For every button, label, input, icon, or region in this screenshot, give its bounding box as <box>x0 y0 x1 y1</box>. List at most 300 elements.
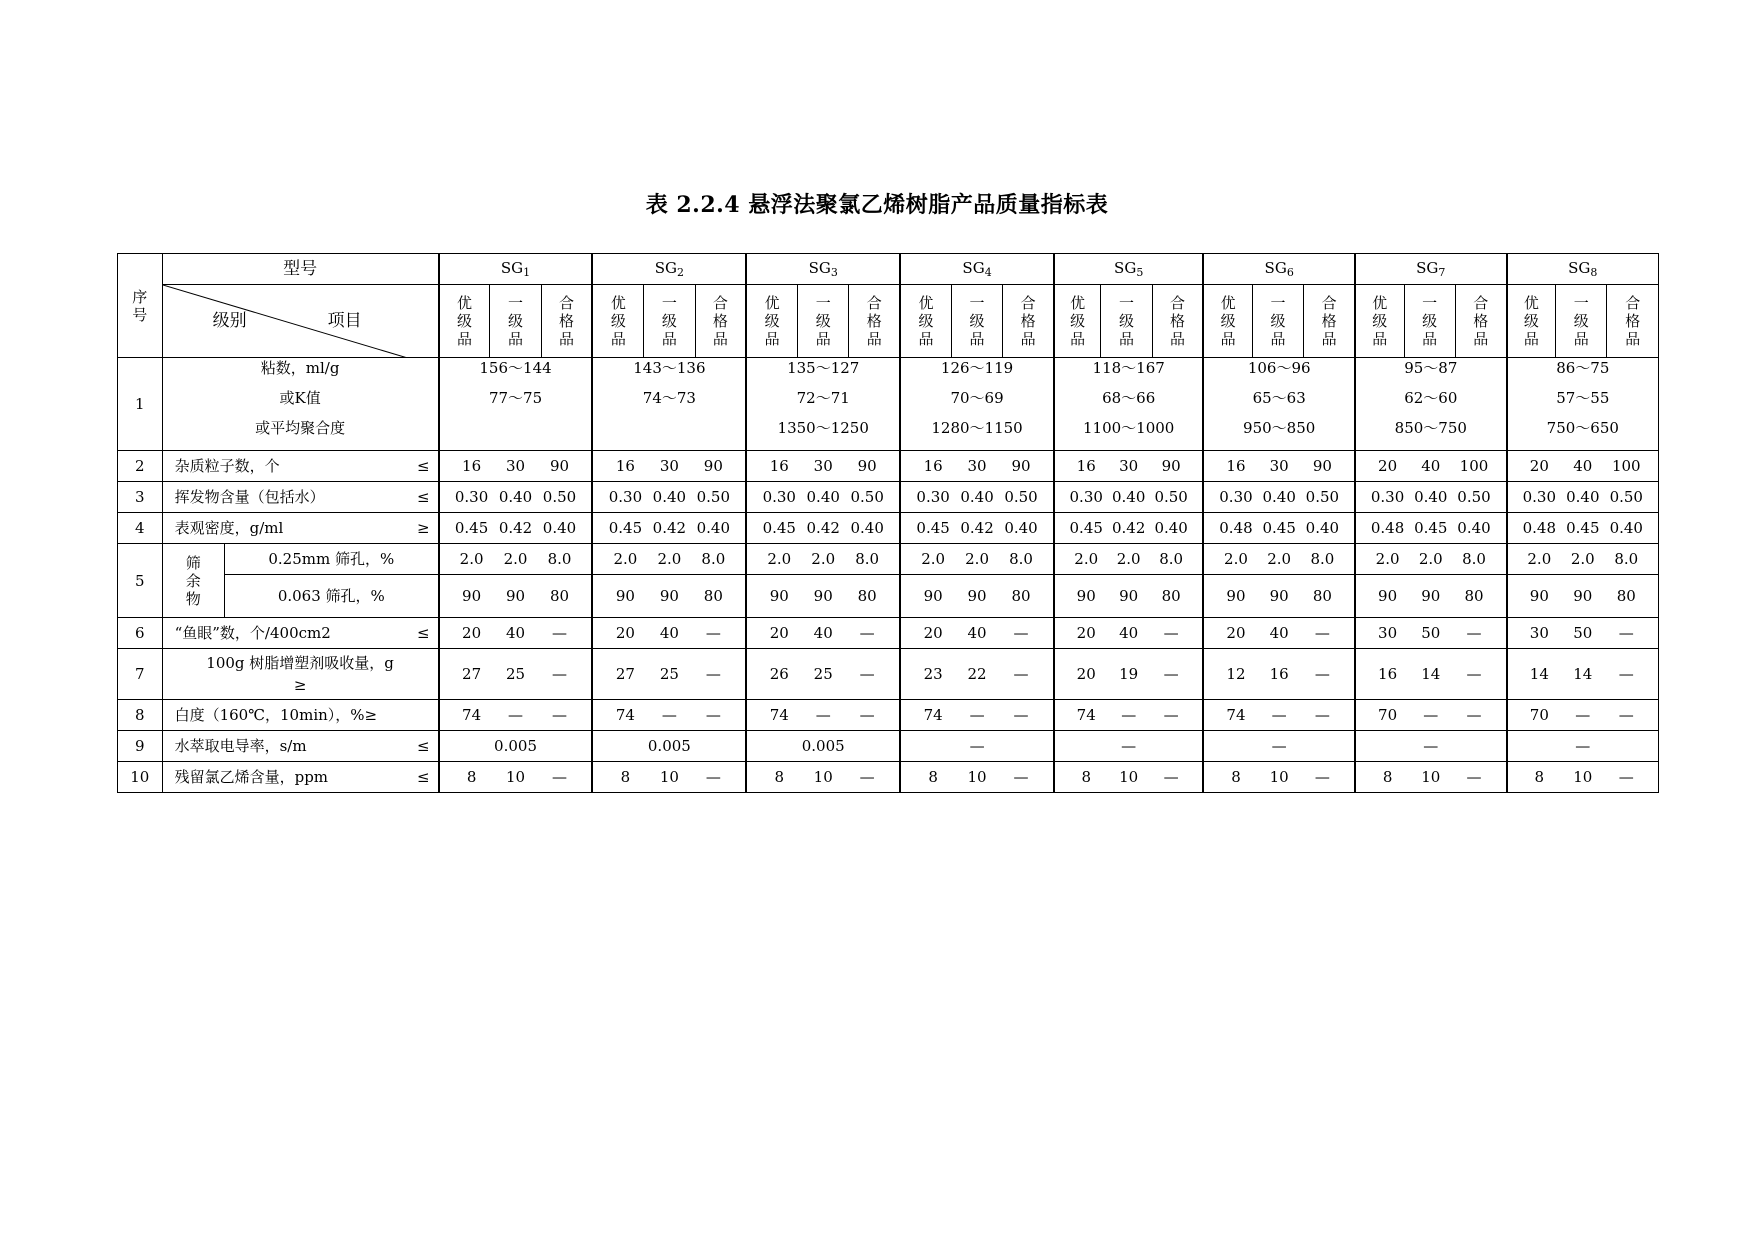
value-cell-1 <box>439 762 593 793</box>
grade-value: 8.0 <box>1310 550 1335 568</box>
value-cell-3 <box>746 618 900 649</box>
visc-value: 65～63 <box>1252 389 1306 407</box>
grade-value: 30 <box>1378 624 1398 642</box>
grade-value: — <box>705 665 721 683</box>
value-cell-1 <box>439 700 593 731</box>
row-7 <box>118 649 1659 700</box>
grade-value: 90 <box>703 457 723 475</box>
row-label <box>162 618 439 649</box>
grade-value: 80 <box>1312 587 1332 605</box>
grade-value: 8 <box>620 768 631 786</box>
visc-value: 850～750 <box>1394 419 1467 437</box>
grade-value: 90 <box>1076 587 1096 605</box>
grade-value: 25 <box>505 665 526 683</box>
grade-value: 0.30 <box>1370 488 1405 506</box>
grade-value: 90 <box>1421 587 1441 605</box>
grade-value: — <box>1163 706 1179 724</box>
grade-value: 10 <box>1119 768 1139 786</box>
grade-4-3: 合 格 品 <box>1003 285 1054 358</box>
grade-7-3: 合 格 品 <box>1455 285 1506 358</box>
grade-value: 90 <box>1119 587 1139 605</box>
grade-value: — <box>1271 706 1287 724</box>
value-cell-8 <box>1507 513 1659 544</box>
grade-value: 90 <box>1573 587 1593 605</box>
visc-value: 950～850 <box>1243 419 1316 437</box>
row-no: 9 <box>118 731 163 762</box>
value-cell-1 <box>439 513 593 544</box>
grade-value: 10 <box>1573 768 1593 786</box>
grade-value: 2.0 <box>1375 550 1400 568</box>
grade-value: 19 <box>1119 665 1139 683</box>
visc-value <box>593 419 745 449</box>
limit-symbol: ≤ <box>417 488 430 506</box>
grade-value: 27 <box>615 665 635 683</box>
grade-value: 16 <box>769 457 789 475</box>
value-cell-6 <box>1203 575 1355 618</box>
visc-cell-4 <box>900 358 1054 451</box>
grade-value: 100 <box>1611 457 1641 475</box>
grade-value: 40 <box>659 624 679 642</box>
value-cell-5 <box>1054 762 1203 793</box>
value-cell-6 <box>1203 544 1355 575</box>
value-cell-4: — <box>900 731 1054 762</box>
model-5: $SG_5$ <box>1054 254 1203 285</box>
grade-value: 20 <box>462 624 482 642</box>
grade-value: 30 <box>813 457 833 475</box>
grade-value: 90 <box>462 587 482 605</box>
grade-value: 10 <box>659 768 679 786</box>
grade-value: 2.0 <box>1267 550 1292 568</box>
grade-value: — <box>1163 768 1179 786</box>
grade-value: 16 <box>1378 665 1398 683</box>
quality-spec-table <box>117 253 1659 793</box>
grade-value: — <box>551 706 567 724</box>
grade-value: 0.48 <box>1219 519 1253 537</box>
limit-symbol: ≤ <box>417 457 430 475</box>
grade-value: 16 <box>615 457 635 475</box>
row-8 <box>118 700 1659 731</box>
grade-value: 30 <box>505 457 526 475</box>
model-3: $SG_3$ <box>746 254 900 285</box>
value-cell-2 <box>592 544 746 575</box>
grade-value: — <box>859 706 875 724</box>
limit-symbol: ≥ <box>293 676 307 694</box>
seq-header: 序 号 <box>118 254 163 358</box>
value-cell-7 <box>1355 482 1507 513</box>
grade-value: 0.50 <box>1609 488 1643 506</box>
row-label-line: 或K值 <box>279 389 321 407</box>
limit-symbol: ≤ <box>417 624 430 642</box>
limit-symbol: ≥ <box>417 519 430 537</box>
grade-value: 27 <box>462 665 482 683</box>
value-cell-8 <box>1507 575 1659 618</box>
grade-value: 20 <box>1226 624 1246 642</box>
grade-value: 0.40 <box>850 519 884 537</box>
grade-value: 70 <box>1529 706 1549 724</box>
grade-value: 8.0 <box>1159 550 1184 568</box>
value-cell-5 <box>1054 544 1203 575</box>
value-cell-4 <box>900 513 1054 544</box>
limit-symbol: ≤ <box>417 737 430 755</box>
grade-value: 2.0 <box>1527 550 1552 568</box>
grade-value: 2.0 <box>965 550 989 568</box>
grade-value: — <box>508 706 524 724</box>
value-cell-5 <box>1054 451 1203 482</box>
value-cell-6 <box>1203 649 1355 700</box>
model-1: $SG_1$ <box>439 254 593 285</box>
grade-value: 0.45 <box>1566 519 1600 537</box>
value-cell-2 <box>592 575 746 618</box>
grade-value: 0.42 <box>806 519 840 537</box>
row-2 <box>118 451 1659 482</box>
value-cell-4 <box>900 700 1054 731</box>
grade-value: 2.0 <box>1116 550 1141 568</box>
model-7: $SG_7$ <box>1355 254 1507 285</box>
grade-value: 90 <box>1269 587 1289 605</box>
row-3 <box>118 482 1659 513</box>
diagonal-line <box>163 285 411 358</box>
grade-value: 0.45 <box>1069 519 1103 537</box>
grade-value: 2.0 <box>1224 550 1248 568</box>
grade-value: 40 <box>505 624 526 642</box>
limit-symbol: ≤ <box>417 768 430 786</box>
grade-4-1: 优 级 品 <box>900 285 951 358</box>
grade-value: 2.0 <box>767 550 792 568</box>
grade-value: 30 <box>1119 457 1139 475</box>
value-cell-7 <box>1355 575 1507 618</box>
grade-value: — <box>1314 706 1330 724</box>
row-no: 8 <box>118 700 163 731</box>
value-cell-3 <box>746 482 900 513</box>
value-cell-2 <box>592 762 746 793</box>
value-cell-5 <box>1054 513 1203 544</box>
grade-value: 12 <box>1226 665 1246 683</box>
grade-value: 40 <box>813 624 833 642</box>
grade-value: 90 <box>813 587 833 605</box>
row-label-text: 表观密度，g/ml <box>174 519 284 537</box>
grade-2-3: 合 格 品 <box>695 285 746 358</box>
sieve-label-b: 0.063 筛孔，% <box>225 575 439 618</box>
value-cell-4 <box>900 451 1054 482</box>
grade-value: 0.40 <box>1111 488 1146 506</box>
grade-value: — <box>1314 665 1330 683</box>
visc-cell-1 <box>439 358 593 451</box>
grade-value: 0.50 <box>1457 488 1491 506</box>
visc-value: 156～144 <box>479 359 552 377</box>
grade-value: 74 <box>462 706 482 724</box>
grade-2-1: 优 级 品 <box>592 285 643 358</box>
visc-cell-2 <box>592 358 746 451</box>
grade-value: 90 <box>967 587 987 605</box>
grade-value: — <box>815 706 831 724</box>
value-cell-5 <box>1054 482 1203 513</box>
grade-value: 0.40 <box>1004 519 1038 537</box>
grade-value: 0.42 <box>652 519 687 537</box>
grade-item-diagonal-cell <box>162 285 439 358</box>
grade-value: 8.0 <box>547 550 572 568</box>
grade-value: — <box>969 706 985 724</box>
grade-value: 8 <box>1534 768 1545 786</box>
visc-cell-6 <box>1203 358 1355 451</box>
value-cell-7: — <box>1355 731 1507 762</box>
row-label-line: 或平均聚合度 <box>255 419 346 437</box>
grade-value: — <box>1163 624 1179 642</box>
grade-value: 16 <box>1076 457 1096 475</box>
visc-value: 74～73 <box>642 389 696 407</box>
grade-value: — <box>859 665 875 683</box>
visc-value: 86～75 <box>1556 359 1610 377</box>
grade-value: 0.40 <box>1154 519 1188 537</box>
grade-value: 80 <box>1616 587 1636 605</box>
grade-5-1: 优 级 品 <box>1054 285 1101 358</box>
value-cell-8 <box>1507 618 1659 649</box>
row-label-text: 杂质粒子数，个 <box>174 457 280 475</box>
grade-value: 20 <box>923 624 943 642</box>
grade-value: — <box>1013 768 1029 786</box>
grade-value: 80 <box>1011 587 1031 605</box>
grade-value: 16 <box>923 457 943 475</box>
grade-value: 0.50 <box>850 488 884 506</box>
grade-value: 8.0 <box>1009 550 1033 568</box>
grade-value: 2.0 <box>1418 550 1443 568</box>
visc-value: 68～66 <box>1102 389 1156 407</box>
visc-value: 62～60 <box>1404 389 1458 407</box>
value-cell-3 <box>746 700 900 731</box>
grade-value: 14 <box>1421 665 1441 683</box>
row-no: 5 <box>118 544 163 618</box>
model-2: $SG_2$ <box>592 254 746 285</box>
grade-value: — <box>1013 624 1029 642</box>
grade-value: 90 <box>1226 587 1246 605</box>
grade-value: 0.42 <box>498 519 533 537</box>
row-label <box>162 451 439 482</box>
grade-value: 0.50 <box>1004 488 1038 506</box>
value-cell-2 <box>592 513 746 544</box>
value-cell-1 <box>439 618 593 649</box>
grade-value: 20 <box>615 624 635 642</box>
visc-cell-8 <box>1507 358 1659 451</box>
grade-value: 90 <box>769 587 789 605</box>
row-no: 2 <box>118 451 163 482</box>
grade-value: 80 <box>703 587 723 605</box>
grade-value: 40 <box>1573 457 1593 475</box>
header-row-grades <box>118 285 1659 358</box>
grade-value: 90 <box>1161 457 1181 475</box>
sieve-label-a: 0.25mm 筛孔，% <box>225 544 439 575</box>
grade-value: 0.45 <box>1262 519 1296 537</box>
visc-value: 750～650 <box>1546 419 1619 437</box>
grade-value: 20 <box>1076 624 1096 642</box>
grade-value: 0.40 <box>1414 488 1448 506</box>
grade-label: 级别 <box>212 311 247 331</box>
grade-value: — <box>705 706 721 724</box>
grade-value: 90 <box>505 587 526 605</box>
grade-value: 0.30 <box>1522 488 1557 506</box>
grade-value: 0.45 <box>1414 519 1448 537</box>
grade-value: 2.0 <box>503 550 528 568</box>
grade-value: — <box>1466 665 1482 683</box>
grade-value: 0.30 <box>608 488 643 506</box>
grade-value: 20 <box>1076 665 1096 683</box>
visc-value: 135～127 <box>787 359 860 377</box>
grade-3-3: 合 格 品 <box>849 285 900 358</box>
value-cell-4 <box>900 762 1054 793</box>
visc-value: 1100～1000 <box>1083 419 1175 437</box>
grade-value: 0.30 <box>762 488 796 506</box>
grade-value: — <box>1314 624 1330 642</box>
grade-7-1: 优 级 品 <box>1355 285 1404 358</box>
grade-value: 16 <box>1269 665 1289 683</box>
grade-value: 0.40 <box>696 519 731 537</box>
model-header: 型号 <box>162 254 439 285</box>
row-no: 7 <box>118 649 163 700</box>
value-cell-6: — <box>1203 731 1355 762</box>
grade-value: 10 <box>1269 768 1289 786</box>
visc-value <box>440 419 592 449</box>
value-cell-8 <box>1507 762 1659 793</box>
grade-8-3: 合 格 品 <box>1607 285 1659 358</box>
value-cell-8 <box>1507 700 1659 731</box>
grade-value: 40 <box>1421 457 1441 475</box>
grade-1-1: 优 级 品 <box>439 285 490 358</box>
grade-value: — <box>1163 665 1179 683</box>
value-cell-3: 0.005 <box>746 731 900 762</box>
grade-value: 0.45 <box>916 519 950 537</box>
grade-value: 0.30 <box>454 488 489 506</box>
row-label <box>162 700 439 731</box>
grade-value: 0.30 <box>1219 488 1253 506</box>
row-no: 6 <box>118 618 163 649</box>
grade-5-3: 合 格 品 <box>1152 285 1203 358</box>
grade-value: 0.40 <box>1305 519 1340 537</box>
row-label-line: 粘数，ml/g <box>260 359 340 377</box>
row-label <box>162 358 439 451</box>
grade-value: 0.45 <box>608 519 643 537</box>
grade-value: 0.45 <box>454 519 489 537</box>
grade-value: 2.0 <box>811 550 836 568</box>
grade-value: 90 <box>1529 587 1549 605</box>
grade-5-2: 一 级 品 <box>1101 285 1152 358</box>
grade-value: 80 <box>549 587 570 605</box>
grade-value: — <box>705 624 721 642</box>
visc-value: 1280～1150 <box>931 419 1023 437</box>
row-label <box>162 731 439 762</box>
grade-value: — <box>1013 706 1029 724</box>
grade-value: 0.48 <box>1522 519 1557 537</box>
grade-2-2: 一 级 品 <box>644 285 695 358</box>
visc-value: 70～69 <box>950 389 1004 407</box>
row-label <box>162 762 439 793</box>
value-cell-5 <box>1054 618 1203 649</box>
value-cell-3 <box>746 451 900 482</box>
sieve-group-label: 筛 余 物 <box>162 544 224 618</box>
value-cell-5: — <box>1054 731 1203 762</box>
value-cell-1 <box>439 649 593 700</box>
grade-value: 100 <box>1459 457 1489 475</box>
grade-value: 0.45 <box>762 519 796 537</box>
visc-value: 1350～1250 <box>777 419 869 437</box>
table-title: 表 2.2.4 悬浮法聚氯乙烯树脂产品质量指标表 <box>645 192 1109 218</box>
grade-value: 0.40 <box>1457 519 1491 537</box>
grade-value: 2.0 <box>1570 550 1595 568</box>
row-label-text: “鱼眼”数，个/400cm2 <box>174 624 331 642</box>
grade-value: 90 <box>1378 587 1398 605</box>
grade-value: 0.40 <box>1609 519 1643 537</box>
row-5a <box>118 544 1659 575</box>
grade-value: 10 <box>967 768 987 786</box>
grade-value: 25 <box>813 665 833 683</box>
value-cell-7 <box>1355 451 1507 482</box>
row-label-text: 白度（160℃，10min），%≥ <box>174 706 378 724</box>
grade-value: 90 <box>615 587 635 605</box>
grade-value: — <box>1423 706 1439 724</box>
grade-value: 2.0 <box>921 550 946 568</box>
grade-value: 0.50 <box>542 488 577 506</box>
grade-value: 80 <box>857 587 877 605</box>
grade-value: 30 <box>659 457 679 475</box>
visc-value: 126～119 <box>940 359 1014 377</box>
row-label-line: 100g 树脂增塑剂吸收量，g <box>206 654 394 672</box>
grade-value: 0.40 <box>960 488 994 506</box>
grade-value: 8.0 <box>1614 550 1639 568</box>
grade-4-2: 一 级 品 <box>951 285 1002 358</box>
grade-value: 20 <box>1529 457 1549 475</box>
row-label-text: 挥发物含量（包括水） <box>174 488 325 506</box>
grade-value: 90 <box>659 587 679 605</box>
row-no: 3 <box>118 482 163 513</box>
grade-8-1: 优 级 品 <box>1507 285 1556 358</box>
value-cell-2 <box>592 451 746 482</box>
row-no: 1 <box>118 358 163 451</box>
row-4 <box>118 513 1659 544</box>
grade-value: 10 <box>813 768 833 786</box>
grade-value: 2.0 <box>459 550 484 568</box>
grade-value: — <box>1121 706 1137 724</box>
grade-value: 25 <box>659 665 679 683</box>
value-cell-2 <box>592 700 746 731</box>
grade-value: 90 <box>1312 457 1332 475</box>
value-cell-4 <box>900 649 1054 700</box>
grade-value: 2.0 <box>613 550 638 568</box>
value-cell-3 <box>746 544 900 575</box>
grade-value: 14 <box>1573 665 1593 683</box>
grade-value: — <box>1618 624 1634 642</box>
grade-value: 8 <box>1231 768 1241 786</box>
value-cell-4 <box>900 544 1054 575</box>
grade-value: 20 <box>1378 457 1398 475</box>
header-row-models <box>118 254 1659 285</box>
grade-7-2: 一 级 品 <box>1404 285 1455 358</box>
value-cell-2 <box>592 649 746 700</box>
item-label: 项目 <box>327 311 362 331</box>
value-cell-5 <box>1054 700 1203 731</box>
grade-value: 40 <box>967 624 987 642</box>
grade-value: 0.40 <box>542 519 577 537</box>
value-cell-8 <box>1507 451 1659 482</box>
visc-value: 57～55 <box>1556 389 1610 407</box>
value-cell-1: 0.005 <box>439 731 593 762</box>
grade-value: 80 <box>1464 587 1484 605</box>
value-cell-6 <box>1203 762 1355 793</box>
value-cell-1 <box>439 482 593 513</box>
value-cell-8: — <box>1507 731 1659 762</box>
row-no: 4 <box>118 513 163 544</box>
value-cell-6 <box>1203 451 1355 482</box>
value-cell-8 <box>1507 482 1659 513</box>
grade-value: 8 <box>466 768 477 786</box>
value-cell-1 <box>439 544 593 575</box>
grade-value: 74 <box>1226 706 1246 724</box>
